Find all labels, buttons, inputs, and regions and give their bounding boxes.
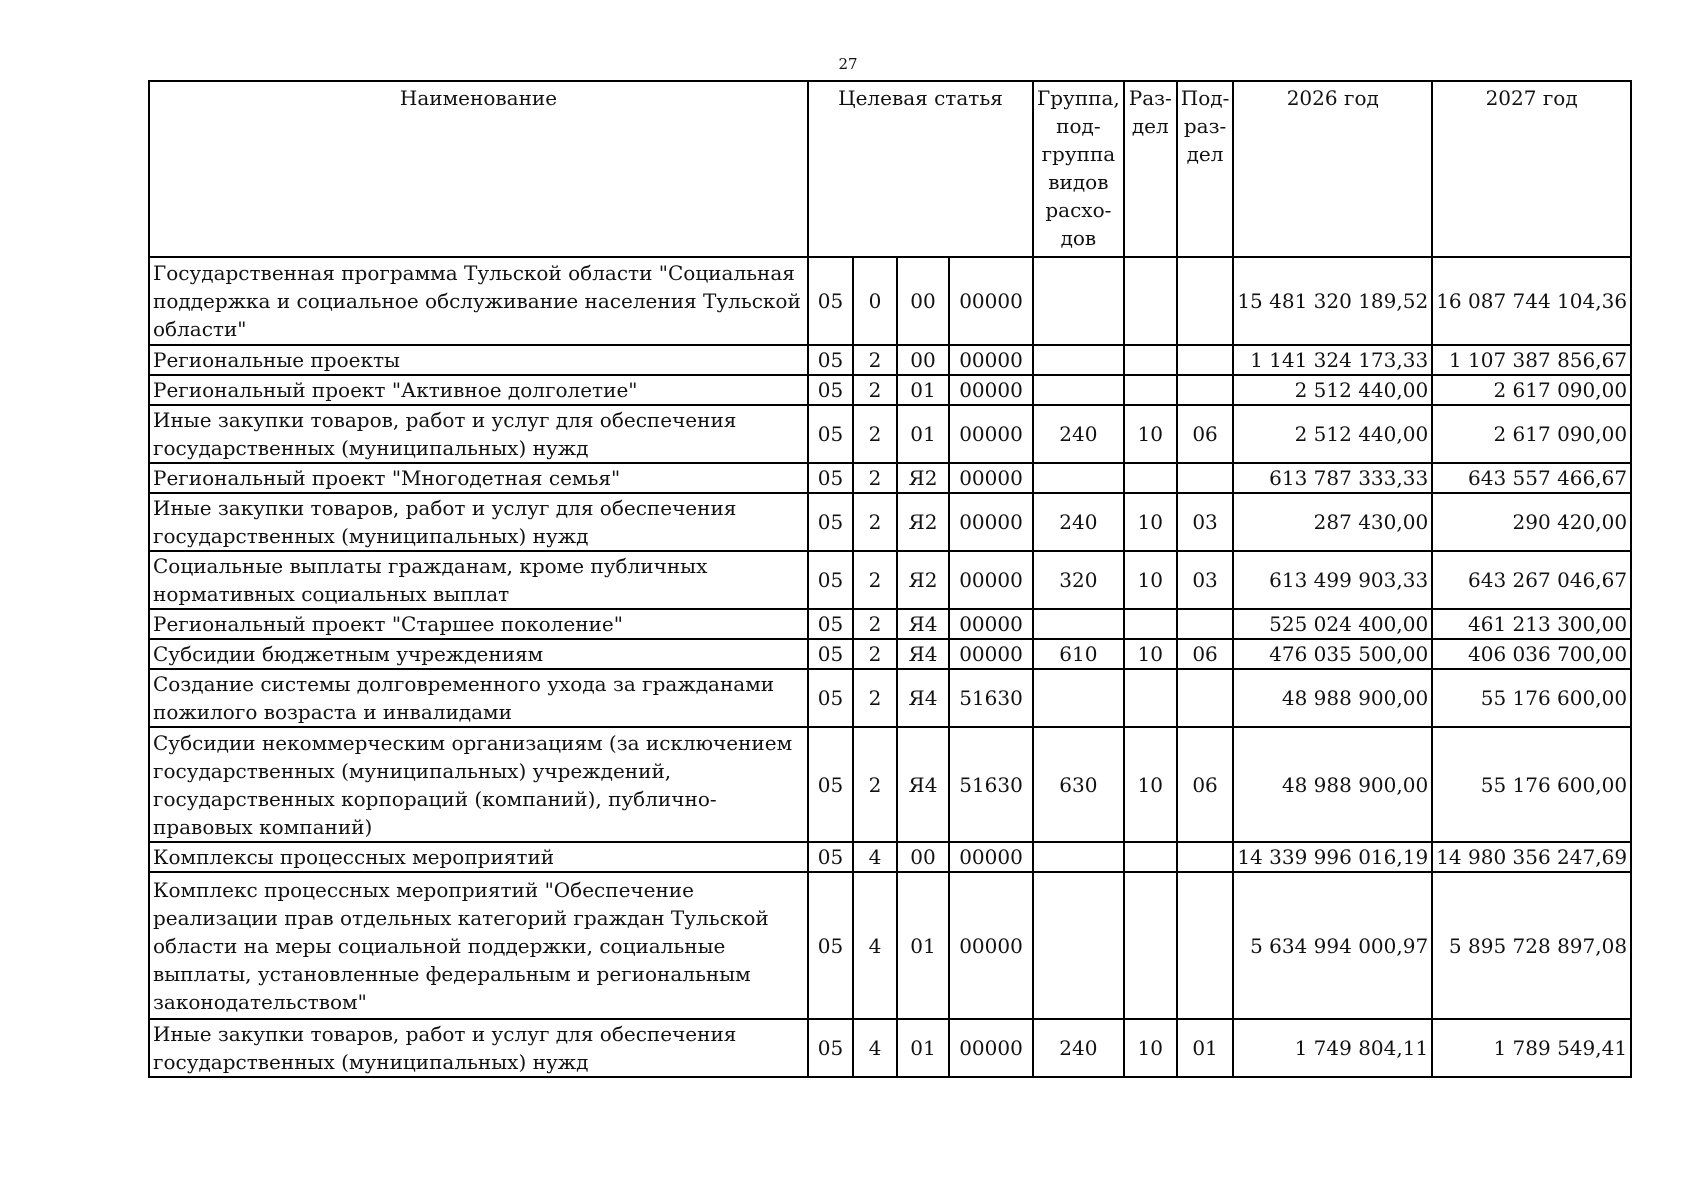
target-article-item: Я2 bbox=[897, 493, 949, 551]
target-article-program: 05 bbox=[808, 669, 853, 727]
amount-2027: 16 087 744 104,36 bbox=[1432, 257, 1631, 345]
row-name: Комплекс процессных мероприятий "Обеспечение реализации прав отдельных категорий граждан Тульской области на меры социальной поддержки, социальные выплаты, установленные федеральным и региональным законодательством" bbox=[149, 872, 808, 1019]
amount-2026: 2 512 440,00 bbox=[1233, 375, 1432, 405]
header-section: Раз- дел bbox=[1124, 81, 1177, 257]
expense-group bbox=[1033, 669, 1124, 727]
section: 10 bbox=[1124, 639, 1177, 669]
target-article-item: 00 bbox=[897, 842, 949, 872]
target-article-direction: 00000 bbox=[949, 609, 1033, 639]
row-name: Субсидии некоммерческим организациям (за исключением государственных (муниципальных) учреждений, государственных корпораций (компаний), публично-правовых компаний) bbox=[149, 727, 808, 842]
row-name: Государственная программа Тульской области "Социальная поддержка и социальное обслуживание населения Тульской области" bbox=[149, 257, 808, 345]
expense-group: 240 bbox=[1033, 1019, 1124, 1077]
row-name: Иные закупки товаров, работ и услуг для обеспечения государственных (муниципальных) нужд bbox=[149, 1019, 808, 1077]
target-article-direction: 51630 bbox=[949, 727, 1033, 842]
section: 10 bbox=[1124, 727, 1177, 842]
target-article-type: 2 bbox=[853, 345, 897, 375]
table-row bbox=[149, 405, 1631, 463]
header-name: Наименование bbox=[149, 81, 808, 257]
target-article-type: 4 bbox=[853, 842, 897, 872]
table-row bbox=[149, 842, 1631, 872]
expense-group bbox=[1033, 842, 1124, 872]
row-name: Региональный проект "Активное долголетие" bbox=[149, 375, 808, 405]
amount-2026: 2 512 440,00 bbox=[1233, 405, 1432, 463]
row-name: Региональный проект "Старшее поколение" bbox=[149, 609, 808, 639]
expense-group bbox=[1033, 345, 1124, 375]
section bbox=[1124, 609, 1177, 639]
section: 10 bbox=[1124, 1019, 1177, 1077]
amount-2027: 643 557 466,67 bbox=[1432, 463, 1631, 493]
amount-2027: 406 036 700,00 bbox=[1432, 639, 1631, 669]
expense-group bbox=[1033, 375, 1124, 405]
expense-group bbox=[1033, 609, 1124, 639]
table-row bbox=[149, 551, 1631, 609]
target-article-type: 2 bbox=[853, 405, 897, 463]
target-article-direction: 00000 bbox=[949, 463, 1033, 493]
target-article-direction: 00000 bbox=[949, 345, 1033, 375]
amount-2027: 643 267 046,67 bbox=[1432, 551, 1631, 609]
target-article-program: 05 bbox=[808, 1019, 853, 1077]
header-year-2026: 2026 год bbox=[1233, 81, 1432, 257]
expense-group bbox=[1033, 257, 1124, 345]
target-article-item: Я4 bbox=[897, 669, 949, 727]
target-article-direction: 00000 bbox=[949, 405, 1033, 463]
row-name: Иные закупки товаров, работ и услуг для обеспечения государственных (муниципальных) нужд bbox=[149, 493, 808, 551]
target-article-item: 00 bbox=[897, 345, 949, 375]
table-header-row bbox=[149, 81, 1631, 257]
subsection: 01 bbox=[1177, 1019, 1234, 1077]
target-article-type: 2 bbox=[853, 669, 897, 727]
target-article-type: 0 bbox=[853, 257, 897, 345]
target-article-direction: 51630 bbox=[949, 669, 1033, 727]
amount-2027: 290 420,00 bbox=[1432, 493, 1631, 551]
target-article-type: 2 bbox=[853, 727, 897, 842]
section bbox=[1124, 463, 1177, 493]
section: 10 bbox=[1124, 405, 1177, 463]
header-group: Группа, под- группа видов расхо- дов bbox=[1033, 81, 1124, 257]
amount-2026: 48 988 900,00 bbox=[1233, 727, 1432, 842]
amount-2027: 2 617 090,00 bbox=[1432, 375, 1631, 405]
target-article-program: 05 bbox=[808, 405, 853, 463]
section: 10 bbox=[1124, 493, 1177, 551]
section bbox=[1124, 842, 1177, 872]
amount-2026: 287 430,00 bbox=[1233, 493, 1432, 551]
amount-2026: 5 634 994 000,97 bbox=[1233, 872, 1432, 1019]
target-article-item: Я2 bbox=[897, 551, 949, 609]
target-article-program: 05 bbox=[808, 493, 853, 551]
section: 10 bbox=[1124, 551, 1177, 609]
target-article-direction: 00000 bbox=[949, 1019, 1033, 1077]
table-body bbox=[149, 257, 1631, 1077]
expense-group: 630 bbox=[1033, 727, 1124, 842]
header-year-2027: 2027 год bbox=[1432, 81, 1631, 257]
row-name: Субсидии бюджетным учреждениям bbox=[149, 639, 808, 669]
target-article-item: 01 bbox=[897, 375, 949, 405]
amount-2026: 476 035 500,00 bbox=[1233, 639, 1432, 669]
table-row bbox=[149, 375, 1631, 405]
subsection bbox=[1177, 842, 1234, 872]
subsection bbox=[1177, 375, 1234, 405]
table-row bbox=[149, 727, 1631, 842]
target-article-item: 01 bbox=[897, 405, 949, 463]
target-article-type: 4 bbox=[853, 872, 897, 1019]
expense-group: 240 bbox=[1033, 405, 1124, 463]
amount-2026: 1 749 804,11 bbox=[1233, 1019, 1432, 1077]
subsection bbox=[1177, 257, 1234, 345]
budget-table bbox=[148, 80, 1632, 1078]
section bbox=[1124, 872, 1177, 1019]
section bbox=[1124, 669, 1177, 727]
target-article-type: 2 bbox=[853, 639, 897, 669]
target-article-direction: 00000 bbox=[949, 493, 1033, 551]
amount-2027: 5 895 728 897,08 bbox=[1432, 872, 1631, 1019]
header-target-article: Целевая статья bbox=[808, 81, 1033, 257]
target-article-item: 01 bbox=[897, 1019, 949, 1077]
table-row bbox=[149, 257, 1631, 345]
page-number: 27 bbox=[838, 55, 858, 73]
target-article-direction: 00000 bbox=[949, 375, 1033, 405]
target-article-direction: 00000 bbox=[949, 842, 1033, 872]
target-article-direction: 00000 bbox=[949, 257, 1033, 345]
target-article-type: 2 bbox=[853, 493, 897, 551]
table-row bbox=[149, 463, 1631, 493]
row-name: Социальные выплаты гражданам, кроме публичных нормативных социальных выплат bbox=[149, 551, 808, 609]
target-article-program: 05 bbox=[808, 639, 853, 669]
subsection bbox=[1177, 872, 1234, 1019]
target-article-program: 05 bbox=[808, 345, 853, 375]
target-article-type: 2 bbox=[853, 551, 897, 609]
table-row bbox=[149, 639, 1631, 669]
amount-2026: 48 988 900,00 bbox=[1233, 669, 1432, 727]
target-article-program: 05 bbox=[808, 727, 853, 842]
target-article-program: 05 bbox=[808, 872, 853, 1019]
amount-2027: 1 107 387 856,67 bbox=[1432, 345, 1631, 375]
target-article-type: 2 bbox=[853, 609, 897, 639]
target-article-type: 2 bbox=[853, 463, 897, 493]
amount-2026: 15 481 320 189,52 bbox=[1233, 257, 1432, 345]
subsection: 06 bbox=[1177, 405, 1234, 463]
expense-group: 320 bbox=[1033, 551, 1124, 609]
subsection bbox=[1177, 463, 1234, 493]
target-article-item: Я4 bbox=[897, 639, 949, 669]
target-article-program: 05 bbox=[808, 463, 853, 493]
target-article-direction: 00000 bbox=[949, 872, 1033, 1019]
amount-2027: 2 617 090,00 bbox=[1432, 405, 1631, 463]
expense-group: 240 bbox=[1033, 493, 1124, 551]
amount-2027: 1 789 549,41 bbox=[1432, 1019, 1631, 1077]
amount-2026: 613 499 903,33 bbox=[1233, 551, 1432, 609]
table-row bbox=[149, 1019, 1631, 1077]
subsection bbox=[1177, 669, 1234, 727]
expense-group bbox=[1033, 463, 1124, 493]
target-article-program: 05 bbox=[808, 842, 853, 872]
section bbox=[1124, 375, 1177, 405]
expense-group bbox=[1033, 872, 1124, 1019]
target-article-program: 05 bbox=[808, 257, 853, 345]
target-article-direction: 00000 bbox=[949, 639, 1033, 669]
target-article-item: Я4 bbox=[897, 727, 949, 842]
subsection bbox=[1177, 609, 1234, 639]
amount-2026: 525 024 400,00 bbox=[1233, 609, 1432, 639]
subsection: 03 bbox=[1177, 493, 1234, 551]
subsection: 06 bbox=[1177, 639, 1234, 669]
section bbox=[1124, 257, 1177, 345]
table-row bbox=[149, 609, 1631, 639]
amount-2026: 14 339 996 016,19 bbox=[1233, 842, 1432, 872]
row-name: Иные закупки товаров, работ и услуг для обеспечения государственных (муниципальных) нужд bbox=[149, 405, 808, 463]
subsection: 03 bbox=[1177, 551, 1234, 609]
table-row bbox=[149, 669, 1631, 727]
target-article-type: 4 bbox=[853, 1019, 897, 1077]
amount-2026: 1 141 324 173,33 bbox=[1233, 345, 1432, 375]
expense-group: 610 bbox=[1033, 639, 1124, 669]
target-article-item: 01 bbox=[897, 872, 949, 1019]
amount-2027: 461 213 300,00 bbox=[1432, 609, 1631, 639]
amount-2027: 14 980 356 247,69 bbox=[1432, 842, 1631, 872]
target-article-program: 05 bbox=[808, 551, 853, 609]
target-article-program: 05 bbox=[808, 375, 853, 405]
amount-2027: 55 176 600,00 bbox=[1432, 669, 1631, 727]
target-article-program: 05 bbox=[808, 609, 853, 639]
table-row bbox=[149, 345, 1631, 375]
table-row bbox=[149, 872, 1631, 1019]
row-name: Создание системы долговременного ухода за гражданами пожилого возраста и инвалидами bbox=[149, 669, 808, 727]
target-article-type: 2 bbox=[853, 375, 897, 405]
subsection: 06 bbox=[1177, 727, 1234, 842]
target-article-direction: 00000 bbox=[949, 551, 1033, 609]
target-article-item: Я4 bbox=[897, 609, 949, 639]
row-name: Региональный проект "Многодетная семья" bbox=[149, 463, 808, 493]
amount-2027: 55 176 600,00 bbox=[1432, 727, 1631, 842]
row-name: Региональные проекты bbox=[149, 345, 808, 375]
amount-2026: 613 787 333,33 bbox=[1233, 463, 1432, 493]
target-article-item: 00 bbox=[897, 257, 949, 345]
table-row bbox=[149, 493, 1631, 551]
target-article-item: Я2 bbox=[897, 463, 949, 493]
row-name: Комплексы процессных мероприятий bbox=[149, 842, 808, 872]
section bbox=[1124, 345, 1177, 375]
header-subsection: Под- раз- дел bbox=[1177, 81, 1234, 257]
subsection bbox=[1177, 345, 1234, 375]
